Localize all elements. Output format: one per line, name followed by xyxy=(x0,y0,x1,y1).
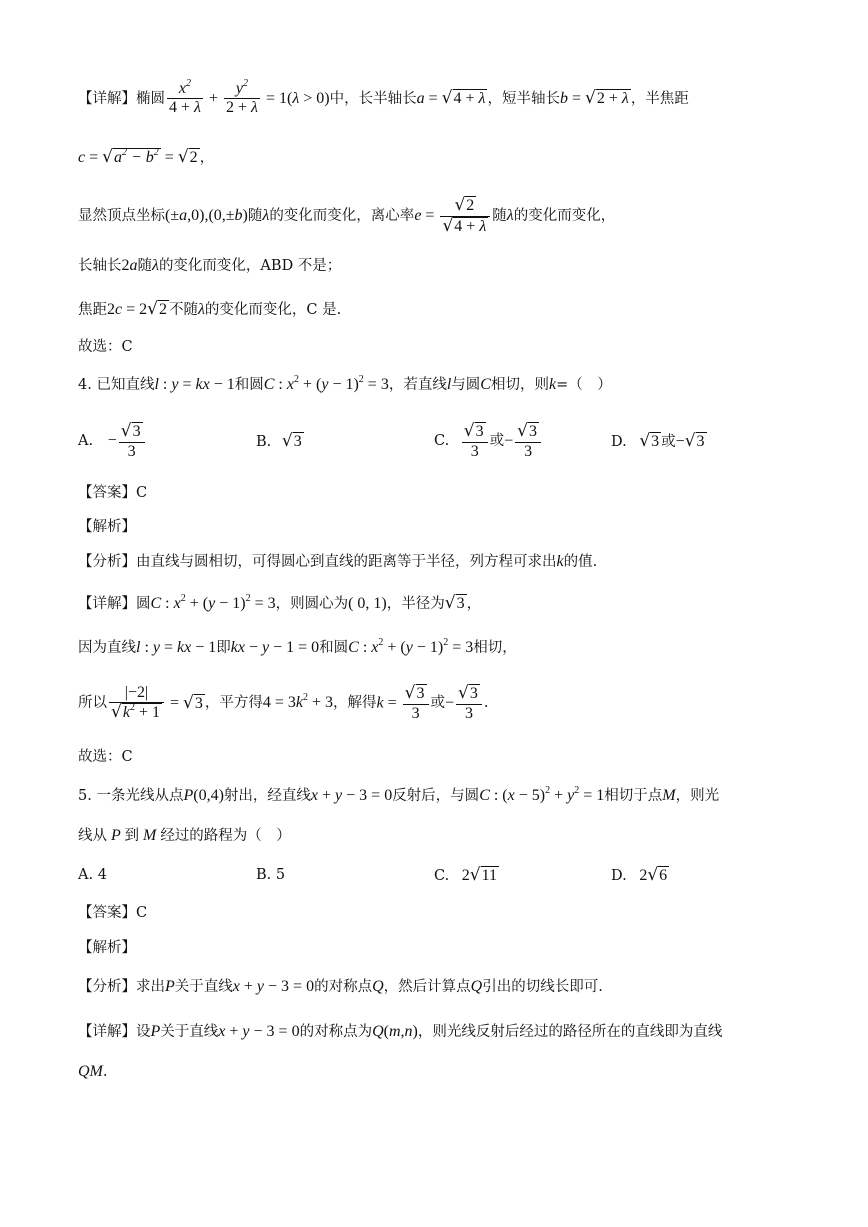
text-with3: 随 xyxy=(137,258,152,274)
text-then-light: ，则光 xyxy=(675,788,720,804)
q4-answer: 【答案】C xyxy=(78,485,148,501)
text-emit: 射出，经直线 xyxy=(223,788,311,804)
choice-c-label: C. xyxy=(434,433,450,450)
text-period2: . xyxy=(102,1064,108,1080)
detail-tag-q4: 【详解】 xyxy=(78,596,136,612)
choose-line-3: 故选：C xyxy=(78,339,133,355)
detail-line-focal: 焦距2c = 2√2 不随λ的变化而变化，C 是. xyxy=(78,299,342,319)
q4-choose: 故选：C xyxy=(78,749,133,765)
text-find: 求出 xyxy=(136,979,165,995)
q4-because: 因为直线l : y = kx − 1即kx − y − 1 = 0和圆C : $x^2 + (y - 1)^2 = 3$相切， xyxy=(78,637,517,656)
choice-a: A. − $\frac{√3}{3}$ xyxy=(78,422,147,461)
q5-choice-c-label: C. xyxy=(434,868,450,884)
text-about-line: 关于直线 xyxy=(174,979,233,995)
text-about-line2: 关于直线 xyxy=(160,1024,219,1040)
text-if-line: ，若直线 xyxy=(388,377,447,393)
q5-choice-d: D. 2√6 xyxy=(611,865,668,885)
analysis-end: 的值. xyxy=(563,554,598,570)
q5-choice-a: A. 4 xyxy=(78,867,107,883)
choice-c: C. $\frac{√3}{3}$ 或− $\frac{√3}{3}$ xyxy=(434,422,543,461)
text-symmetric: 的对称点 xyxy=(314,979,373,995)
detail-line-ellipse: 【详解】椭圆 $\frac{x^2}{4 + \lambda}$ + $\frac{y^2}{2 + \lambda}$ = 1(λ > 0)中，长半轴长a = √4 + λ ，短半轴长b = √2 + λ ，半焦距 xyxy=(78,78,689,117)
text-then-calc: ，然后计算点 xyxy=(383,979,471,995)
q5-detail-tag: 【详解】 xyxy=(78,1024,136,1040)
text-so: 所以 xyxy=(78,695,107,712)
fraction-e: $\frac{√2}{√4 + \lambda}$ xyxy=(440,196,490,236)
analysis-tag: 【分析】 xyxy=(78,554,136,570)
text-and-circle3: 和圆 xyxy=(319,640,349,656)
text-or2: 或 xyxy=(661,434,676,450)
q5-analysis-tag: 【分析】 xyxy=(78,979,136,995)
text-ie: 即 xyxy=(216,640,231,656)
q5-answer: 【答案】C xyxy=(78,905,148,921)
text-focal: 焦距 xyxy=(78,302,107,318)
question-4-stem: 4. 已知直线l : y = kx − 1和圆C : $x^2 + (y - 1)^2 = 3$，若直线l与圆C相切，则k=（ ） xyxy=(78,374,612,393)
q5-detail-end: QM. xyxy=(78,1063,108,1080)
q4-detail: 【详解】圆C : $x^2 + (y - 1)^2 = 3$，则圆心为( 0, 1)，半径为√3 ， xyxy=(78,593,482,613)
q5-jiexi: 【解析】 xyxy=(78,940,136,956)
text-tangent: 相切，则 xyxy=(490,377,549,393)
text-comma: ， xyxy=(199,150,215,166)
text-to: 到 xyxy=(124,828,139,844)
text-tangent2: 相切， xyxy=(473,640,517,656)
text-tangent-at: 相切于点 xyxy=(604,788,663,804)
text-q4-start: 4. 已知直线 xyxy=(78,377,155,393)
text-short-axis: ，短半轴长 xyxy=(487,90,560,107)
q4-so: 所以 $\frac{|-2|}{√k^2 + 1}$ = √3 ，平方得$4 = 3k^2 + 3$，解得k = $\frac{√3}{3}$ 或− $\frac{√3}{3}$ . xyxy=(78,683,489,723)
fraction-distance: $\frac{|-2|}{√k^2 + 1}$ xyxy=(109,684,164,723)
detail-line-major-axis: 长轴长2a随λ的变化而变化，ABD 不是； xyxy=(78,257,342,274)
text-because: 因为直线 xyxy=(78,640,136,656)
text-ellipse: 椭圆 xyxy=(136,90,165,107)
text-circle: 圆 xyxy=(136,596,151,612)
text-abd: 的变化而变化，ABD 不是； xyxy=(158,258,342,274)
question-5-stem-1: 5. 一条光线从点P(0,4)射出，经直线x + y − 3 = 0反射后，与圆C : $(x - 5)^2 + y^2 = 1$相切于点M，则光 xyxy=(78,785,720,804)
detail-tag: 【详解】 xyxy=(78,90,136,107)
q4-analysis: 【分析】由直线与圆相切，可得圆心到直线的距离等于半径，列方程可求出k的值. xyxy=(78,553,598,570)
question-5-stem-2: 线从 P 到 M 经过的路程为（ ） xyxy=(78,827,291,844)
text-radius: ，半径为 xyxy=(386,596,445,612)
choice-d: D. √3 或−√3 xyxy=(611,431,705,451)
q5-choice-c: C. 2√11 xyxy=(434,865,498,885)
text-square: ，平方得 xyxy=(204,695,263,712)
text-vertex: 显然顶点坐标 xyxy=(78,208,165,225)
text-and-circle2: 与圆 xyxy=(451,377,481,393)
detail-line-vertex: 显然顶点坐标(±a,0),(0,±b)随λ的变化而变化，离心率e = $\frac{√2}{√4 + \lambda}$ 随λ的变化而变化， xyxy=(78,195,616,236)
text-in: 中，长半轴长 xyxy=(329,90,417,107)
text-major: 长轴长 xyxy=(78,258,122,274)
text-equals-blank: =（ ） xyxy=(556,377,612,393)
text-eccentricity: 的变化而变化，离心率 xyxy=(269,208,415,225)
q5-choice-d-label: D. xyxy=(611,868,627,884)
q4-jiexi: 【解析】 xyxy=(78,519,136,535)
text-let: 设 xyxy=(136,1024,151,1040)
choice-a-label: A. xyxy=(78,433,94,450)
text-symmetric-is: 的对称点为 xyxy=(299,1024,373,1040)
text-semifocal: ，半焦距 xyxy=(630,90,689,107)
text-with2: 随 xyxy=(492,208,507,225)
q5-choice-b: B. 5 xyxy=(256,867,286,883)
choice-b-label: B. xyxy=(256,434,272,450)
text-not-with: 不随 xyxy=(168,302,198,318)
q5-analysis: 【分析】求出P关于直线x + y − 3 = 0的对称点Q，然后计算点Q引出的切线长即可. xyxy=(78,978,603,995)
fraction-y2: $\frac{y^2}{2 + \lambda}$ xyxy=(226,78,258,117)
text-path-length: 经过的路程为（ ） xyxy=(160,828,291,844)
q5-detail: 【详解】设P关于直线x + y − 3 = 0的对称点为Q(m,n)，则光线反射后经过的路径所在的直线即为直线 xyxy=(78,1023,723,1040)
text-and-circle: 和圆 xyxy=(234,377,264,393)
text-or3: 或 xyxy=(430,695,446,712)
text-line-from: 线从 xyxy=(78,828,107,844)
detail-line-c: $c = √a^2 - b^2 = √2$ ， xyxy=(78,147,215,167)
text-comma2: ， xyxy=(466,596,482,612)
fraction-x2: $\frac{x^2}{4 + \lambda}$ xyxy=(169,78,201,117)
text-change: 的变化而变化， xyxy=(513,208,616,225)
analysis-text: 由直线与圆相切，可得圆心到直线的距离等于半径，列方程可求出 xyxy=(136,554,557,570)
text-q5-start: 5. 一条光线从点 xyxy=(78,788,184,804)
text-solve: ，解得 xyxy=(333,695,377,712)
text-center: ，则圆心为 xyxy=(275,596,349,612)
text-tangent-length: 引出的切线长即可. xyxy=(482,979,603,995)
choice-d-label: D. xyxy=(611,434,627,450)
text-c-is: 的变化而变化，C 是. xyxy=(204,302,342,318)
text-reflected-path: ，则光线反射后经过的路径所在的直线即为直线 xyxy=(417,1024,723,1040)
text-period: . xyxy=(483,695,489,712)
choice-b: B. √3 xyxy=(256,431,302,451)
text-reflect: 反射后，与圆 xyxy=(392,788,480,804)
text-or: 或 xyxy=(489,433,505,450)
text-with: 随 xyxy=(247,208,263,225)
